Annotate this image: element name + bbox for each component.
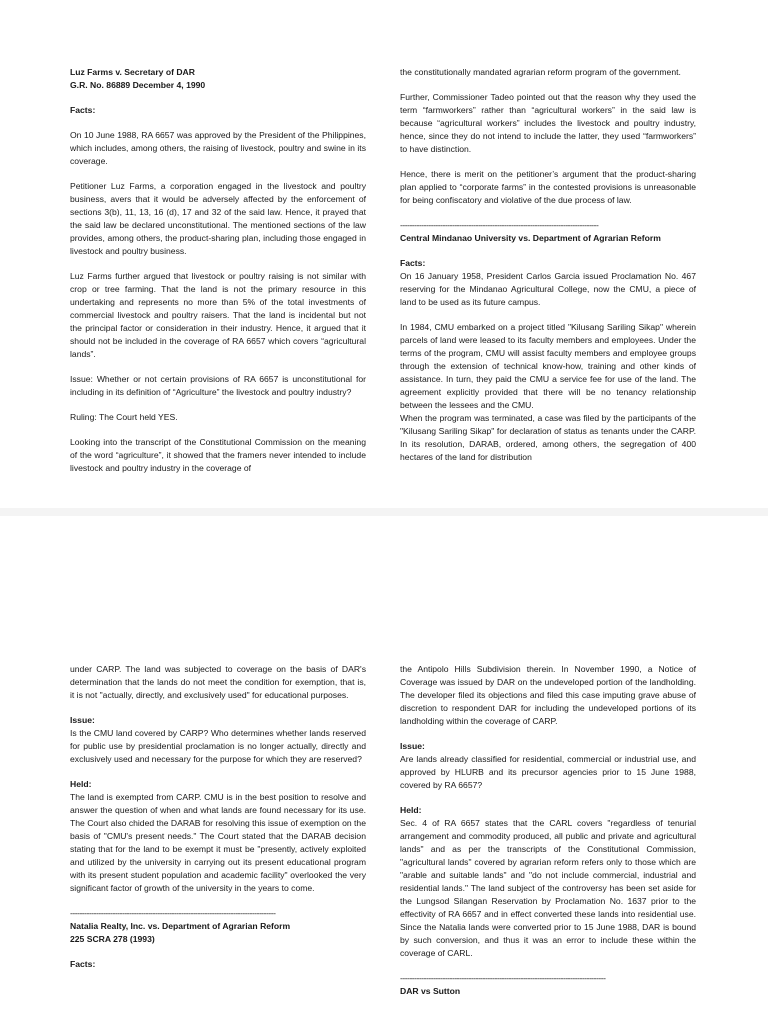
paragraph: the constitutionally mandated agrarian reform program of the government. <box>400 67 681 77</box>
paragraph: Hence, there is merit on the petitioner’s argument that the product-sharing plan applied to “corporate farms” in the contested provisions is unreasonable for being confiscatory and violative of the due process of law. <box>400 169 696 205</box>
section-divider: --------------------------------------------------------------------------------------- <box>400 973 606 983</box>
paragraph: the Antipolo Hills Subdivision therein. In November 1990, a Notice of Coverage was issued by DAR on the undeveloped portion of the landholding. The developer filed its objections and filed this case imputing grave abuse of discretion to respondent DAR for including the undeveloped portions of its landholding within the coverage of CARP. <box>400 664 696 726</box>
issue-heading: Issue: <box>70 715 95 725</box>
page-gap <box>0 508 768 516</box>
paragraph: On 16 January 1958, President Carlos Garcia issued Proclamation No. 467 reserving for the Mindanao Agricultural College, now the CMU, a piece of land to be used as its future campus. <box>400 271 696 307</box>
page2-left-column <box>70 663 366 983</box>
facts-heading: Facts: <box>400 258 426 268</box>
facts-heading: Facts: <box>70 959 96 969</box>
section-divider: ------------------------------------------------------------------------------------ <box>400 220 599 230</box>
ruling-paragraph: Ruling: The Court held YES. <box>70 412 178 422</box>
held-heading: Held: <box>400 805 422 815</box>
facts-heading: Facts: <box>70 105 96 115</box>
paragraph: On 10 June 1988, RA 6657 was approved by the President of the Philippines, which includes, among others, the raising of livestock, poultry and swine in its coverage. <box>70 130 366 166</box>
section-divider: --------------------------------------------------------------------------------------- <box>70 908 276 918</box>
paragraph: Petitioner Luz Farms, a corporation engaged in the livestock and poultry business, avers that it would be adversely affected by the enforcement of sections 3(b), 11, 13, 16 (d), 17 and 32 of the said law. Hence, it prayed that the said law be declared unconstitutional. The mentioned sections of the law provides, among others, the product-sharing plan, including those engaged in livestock and poultry business. <box>70 181 366 256</box>
page2-right-column <box>400 663 696 1010</box>
case-title: DAR vs Sutton <box>400 986 461 996</box>
issue-heading: Issue: <box>400 741 425 751</box>
case-citation: 225 SCRA 278 (1993) <box>70 934 155 944</box>
paragraph: Looking into the transcript of the Constitutional Commission on the meaning of the word “agriculture”, it showed that the framers never intended to include livestock and poultry industry in the coverage of <box>70 437 366 473</box>
paragraph: under CARP. The land was subjected to coverage on the basis of DAR's determination that the lands do not meet the condition for exemption, that is, it is not "actually, directly, and exclusively used" for educational purposes. <box>70 664 366 700</box>
issue-paragraph: Are lands already classified for residential, commercial or industrial use, and approved by HLURB and its precursor agencies prior to 15 June 1988, covered by RA 6657? <box>400 754 696 790</box>
case-citation: G.R. No. 86889 December 4, 1990 <box>70 80 206 90</box>
issue-paragraph: Is the CMU land covered by CARP? Who determines whether lands reserved for public use by presidential proclamation is no longer actually, directly and exclusively used and necessary for the purpose for which they are reserved? <box>70 728 366 764</box>
held-heading: Held: <box>70 779 92 789</box>
paragraph: Further, Commissioner Tadeo pointed out that the reason why they used the term “farmworkers” rather than “agricultural workers” in the said law is because “agricultural workers” includes the livestock and poultry industry, hence, since they do not intend to include the latter, they used “farmworkers” to have distinction. <box>400 92 696 154</box>
document-page-2 <box>0 512 768 1024</box>
case-title: Luz Farms v. Secretary of DAR <box>70 67 195 77</box>
case-title: Natalia Realty, Inc. vs. Department of Agrarian Reform <box>70 921 291 931</box>
issue-paragraph: Issue: Whether or not certain provisions of RA 6657 is unconstitutional for including in its definition of “Agriculture” the livestock and poultry industry? <box>70 374 366 397</box>
held-paragraph: Sec. 4 of RA 6657 states that the CARL covers "regardless of tenurial arrangement and commodity produced, all public and private and agricultural lands" and as per the transcripts of the Constitutional Commission, "agricultural lands" covered by agrarian reform refers only to those which are "arable and suitable lands" and "do not include commercial, industrial and residential lands." The land subject of the controversy has been set aside for the Lungsod Silangan Reservation by Proclamation No. 1637 prior to the effectivity of RA 6657 and in effect converted these lands into residential use. Since the Natalia lands were converted prior to 15 June 1988, DAR is bound by such conversion, and thus it was an error to include these within the coverage of CARL. <box>400 818 696 958</box>
paragraph: Luz Farms further argued that livestock or poultry raising is not similar with crop or tree farming. That the land is not the primary resource in this undertaking and represents no more than 5% of the total investments of commercial livestock and poultry raisers. That the land is incidental but not the principal factor or consideration in their industry. Hence, it argued that it should not be included in the coverage of RA 6657 which covers “agricultural lands”. <box>70 271 366 359</box>
page1-right-column <box>400 66 696 476</box>
page1-left-column <box>70 66 366 487</box>
held-paragraph: The land is exempted from CARP. CMU is in the best position to resolve and answer the question of when and what lands are found necessary for its use. The Court also chided the DARAB for resolving this issue of exemption on the basis of "CMU's present needs." The Court stated that the DARAB decision stating that for the land to be exempt it must be "presently, actively exploited and utilized by the university in carrying out its present educational program with its present student population and academic facility" overlooked the very significant factor of growth of the university in the years to come. <box>70 792 366 893</box>
paragraph: In 1984, CMU embarked on a project titled "Kilusang Sariling Sikap" wherein parcels of land were leased to its faculty members and employees. Under the terms of the program, CMU will assist faculty members and employee groups through the extension of technical know-how, training and other kinds of assistance. In turn, they paid the CMU a service fee for use of the land. The agreement explicitly provided that there will be no tenancy relationship between the lessees and the CMU. <box>400 322 696 410</box>
case-title: Central Mindanao University vs. Department of Agrarian Reform <box>400 233 661 243</box>
paragraph: When the program was terminated, a case was filed by the participants of the "Kilusang Sariling Sikap" for declaration of status as tenants under the CARP. In its resolution, DARAB, ordered, among others, the segregation of 400 hectares of the land for distribution <box>400 413 696 462</box>
